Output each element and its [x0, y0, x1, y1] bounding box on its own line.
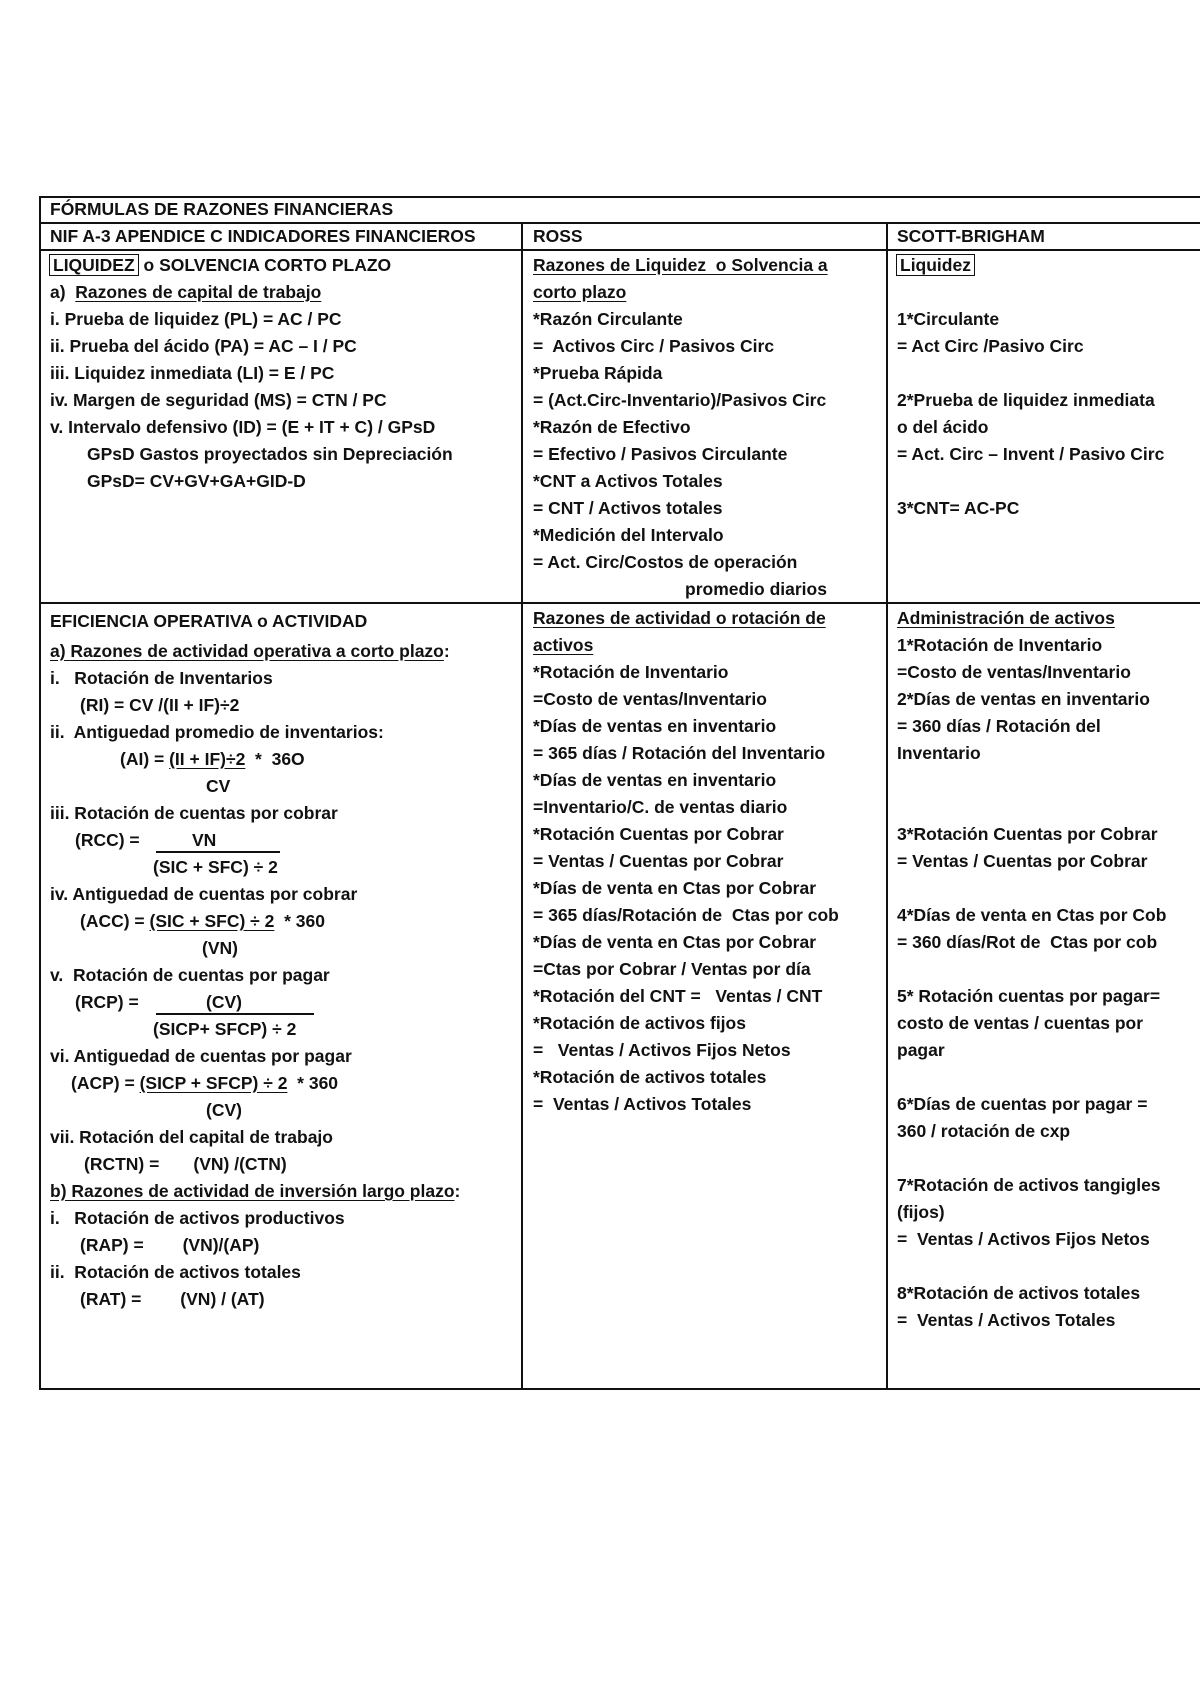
ross-activity-line: *Rotación Cuentas por Cobrar [533, 824, 784, 844]
liquidez-boxed-label: Liquidez [896, 254, 975, 276]
nif-activity-v-numerator: (CV) [206, 992, 242, 1012]
formula-multiplier: * 36O [245, 749, 305, 769]
nif-activity-iii: iii. Rotación de cuentas por cobrar [50, 803, 338, 823]
ross-activity-line: = 365 días / Rotación del Inventario [533, 743, 826, 763]
table-bottom-border [39, 1388, 1200, 1390]
scott-activity-line: = 360 días/Rot de Ctas por cob [897, 932, 1158, 952]
formula-lhs: (AI) = [120, 749, 170, 769]
scott-activity-line: costo de ventas / cuentas por [897, 1013, 1144, 1033]
nif-liquidity-a [50, 279, 321, 306]
nif-liquidity-i: i. Prueba de liquidez (PL) = AC / PC [50, 309, 342, 329]
ross-activity-line: *Días de venta en Ctas por Cobrar [533, 878, 816, 898]
ross-activity-line: *Rotación de Inventario [533, 662, 729, 682]
scott-activity-line: 7*Rotación de activos tangigles [897, 1175, 1161, 1195]
formula-numerator: (II + IF)÷2 [169, 749, 246, 769]
scott-activity-line: 3*Rotación Cuentas por Cobrar [897, 824, 1158, 844]
scott-activity-line: pagar [897, 1040, 945, 1060]
scott-activity-line: Inventario [897, 743, 981, 763]
nif-activity-iv: iv. Antiguedad de cuentas por cobrar [50, 884, 358, 904]
formula-lhs: (ACC) = [80, 911, 150, 931]
scott-activity-line: 8*Rotación de activos totales [897, 1283, 1141, 1303]
nif-activity-v-denominator: (SICP+ SFCP) ÷ 2 [153, 1019, 297, 1039]
nif-activity-b-i: i. Rotación de activos productivos [50, 1208, 345, 1228]
ross-activity-line: *Días de venta en Ctas por Cobrar [533, 932, 816, 952]
ross-activity-line: =Ctas por Cobrar / Ventas por día [533, 959, 811, 979]
nif-gpsd-definition: GPsD Gastos proyectados sin Depreciación [87, 444, 453, 464]
scott-liquidity-line: = Act. Circ – Invent / Pasivo Circ [897, 444, 1165, 464]
nif-activity-ii: ii. Antiguedad promedio de inventarios: [50, 722, 384, 742]
nif-activity-vi-formula [71, 1070, 338, 1097]
nif-activity-b-heading [50, 1178, 460, 1205]
formula-numerator: (SIC + SFC) ÷ 2 [149, 911, 275, 931]
nif-activity-iv-denominator: (VN) [202, 938, 238, 958]
scott-activity-line: 4*Días de venta en Ctas por Cob [897, 905, 1167, 925]
ross-activity-line: = Ventas / Cuentas por Cobrar [533, 851, 784, 871]
ross-activity-line: *Días de ventas en inventario [533, 716, 777, 736]
ross-liquidity-line: *Medición del Intervalo [533, 525, 724, 545]
ross-liquidity-line: *Razón Circulante [533, 309, 683, 329]
column-divider-2 [886, 222, 888, 1390]
scott-activity-line: = 360 días / Rotación del [897, 716, 1101, 736]
ross-liquidity-line: = CNT / Activos totales [533, 498, 723, 518]
scott-activity-line: (fijos) [897, 1202, 945, 1222]
a-prefix: a) [50, 282, 76, 302]
b-heading-label: b) Razones de actividad de inversión largo plazo [50, 1181, 455, 1201]
page-title: FÓRMULAS DE RAZONES FINANCIERAS [50, 199, 394, 219]
nif-activity-iv-formula [80, 908, 325, 935]
nif-activity-i-formula: (RI) = CV /(II + IF)÷2 [80, 695, 240, 715]
liquidez-boxed-label: LIQUIDEZ [49, 254, 139, 276]
ross-liquidity-line: *CNT a Activos Totales [533, 471, 723, 491]
nif-activity-iii-numerator: VN [192, 830, 217, 850]
ross-liquidity-heading-1: Razones de Liquidez o Solvencia a [533, 255, 828, 275]
formula-multiplier: * 360 [287, 1073, 339, 1093]
nif-activity-iii-denominator: (SIC + SFC) ÷ 2 [153, 857, 278, 877]
ross-liquidity-line: *Prueba Rápida [533, 363, 663, 383]
ross-liquidity-line: = Activos Circ / Pasivos Circ [533, 336, 775, 356]
scott-activity-line: 5* Rotación cuentas por pagar= [897, 986, 1161, 1006]
nif-activity-vi: vi. Antiguedad de cuentas por pagar [50, 1046, 352, 1066]
scott-liquidity-line: 3*CNT= AC-PC [897, 498, 1020, 518]
formula-lhs: (ACP) = [71, 1073, 140, 1093]
scott-activity-line: = Ventas / Cuentas por Cobrar [897, 851, 1148, 871]
ross-activity-line: *Rotación de activos totales [533, 1067, 767, 1087]
nif-activity-a-heading [50, 638, 450, 665]
column-header-scott: SCOTT-BRIGHAM [897, 226, 1045, 246]
nif-activity-vii: vii. Rotación del capital de trabajo [50, 1127, 333, 1147]
nif-activity-heading: EFICIENCIA OPERATIVA o ACTIVIDAD [50, 611, 368, 631]
formula-multiplier: * 360 [274, 911, 325, 931]
scott-liquidity-line: o del ácido [897, 417, 989, 437]
a-label: Razones de capital de trabajo [75, 282, 322, 302]
a-heading-colon: : [443, 641, 450, 661]
nif-activity-b-ii-formula: (RAT) = (VN) / (AT) [80, 1289, 265, 1309]
scott-activity-line: 360 / rotación de cxp [897, 1121, 1071, 1141]
ross-liquidity-line: promedio diarios [685, 579, 827, 599]
scott-liquidity-line: 1*Circulante [897, 309, 1000, 329]
formula-numerator: (SICP + SFCP) ÷ 2 [139, 1073, 288, 1093]
scott-activity-line: 6*Días de cuentas por pagar = [897, 1094, 1148, 1114]
section-divider [39, 602, 1200, 604]
ross-activity-line: *Rotación de activos fijos [533, 1013, 746, 1033]
nif-liquidity-iii: iii. Liquidez inmediata (LI) = E / PC [50, 363, 335, 383]
ross-liquidity-heading-2: corto plazo [533, 282, 627, 302]
ross-activity-heading-1: Razones de actividad o rotación de [533, 608, 826, 628]
ross-liquidity-line: *Razón de Efectivo [533, 417, 691, 437]
ross-activity-heading-2: activos [533, 635, 594, 655]
nif-liquidity-ii: ii. Prueba del ácido (PA) = AC – I / PC [50, 336, 357, 356]
scott-activity-line: =Costo de ventas/Inventario [897, 662, 1131, 682]
scott-activity-line: 1*Rotación de Inventario [897, 635, 1103, 655]
column-divider-1 [521, 222, 523, 1390]
ross-liquidity-line: = Act. Circ/Costos de operación [533, 552, 798, 572]
scott-liquidity-line: 2*Prueba de liquidez inmediata [897, 390, 1155, 410]
nif-activity-b-ii: ii. Rotación de activos totales [50, 1262, 301, 1282]
nif-activity-v-lhs: (RCP) = [75, 992, 144, 1012]
ross-activity-line: = Ventas / Activos Totales [533, 1094, 752, 1114]
nif-activity-iii-lhs: (RCC) = [75, 830, 145, 850]
a-heading-label: a) Razones de actividad operativa a corto plazo [50, 641, 444, 661]
table-left-border [39, 196, 41, 1390]
nif-liquidity-iv: iv. Margen de seguridad (MS) = CTN / PC [50, 390, 387, 410]
ross-liquidity-line: = (Act.Circ-Inventario)/Pasivos Circ [533, 390, 827, 410]
scott-activity-line: 2*Días de ventas en inventario [897, 689, 1150, 709]
b-heading-colon: : [454, 1181, 461, 1201]
nif-activity-ii-denominator: CV [206, 776, 231, 796]
fraction-bar [156, 1013, 314, 1015]
ross-activity-line: =Costo de ventas/Inventario [533, 689, 767, 709]
nif-liquidity-v: v. Intervalo defensivo (ID) = (E + IT + C) / GPsD [50, 417, 436, 437]
ross-liquidity-line: = Efectivo / Pasivos Circulante [533, 444, 788, 464]
scott-liquidity-heading [900, 252, 975, 279]
column-header-nif: NIF A-3 APENDICE C INDICADORES FINANCIEROS [50, 226, 476, 246]
nif-activity-i: i. Rotación de Inventarios [50, 668, 273, 688]
liquidity-heading-rest: o SOLVENCIA CORTO PLAZO [138, 255, 392, 275]
ross-activity-line: = Ventas / Activos Fijos Netos [533, 1040, 791, 1060]
nif-activity-ii-formula [120, 746, 305, 773]
nif-activity-b-i-formula: (RAP) = (VN)/(AP) [80, 1235, 260, 1255]
nif-activity-vi-denominator: (CV) [206, 1100, 242, 1120]
scott-activity-line: = Ventas / Activos Totales [897, 1310, 1116, 1330]
column-header-ross: ROSS [533, 226, 583, 246]
nif-activity-vii-formula: (RCTN) = (VN) /(CTN) [84, 1154, 287, 1174]
ross-activity-line: *Rotación del CNT = Ventas / CNT [533, 986, 823, 1006]
nif-liquidity-heading [53, 252, 391, 279]
nif-activity-v: v. Rotación de cuentas por pagar [50, 965, 330, 985]
ross-activity-line: = 365 días/Rotación de Ctas por cob [533, 905, 839, 925]
scott-activity-line: = Ventas / Activos Fijos Netos [897, 1229, 1150, 1249]
ross-activity-line: =Inventario/C. de ventas diario [533, 797, 788, 817]
ross-activity-line: *Días de ventas en inventario [533, 770, 777, 790]
fraction-bar [156, 851, 280, 853]
nif-gpsd-formula: GPsD= CV+GV+GA+GID-D [87, 471, 306, 491]
scott-activity-heading: Administración de activos [897, 608, 1115, 628]
scott-liquidity-line: = Act Circ /Pasivo Circ [897, 336, 1084, 356]
